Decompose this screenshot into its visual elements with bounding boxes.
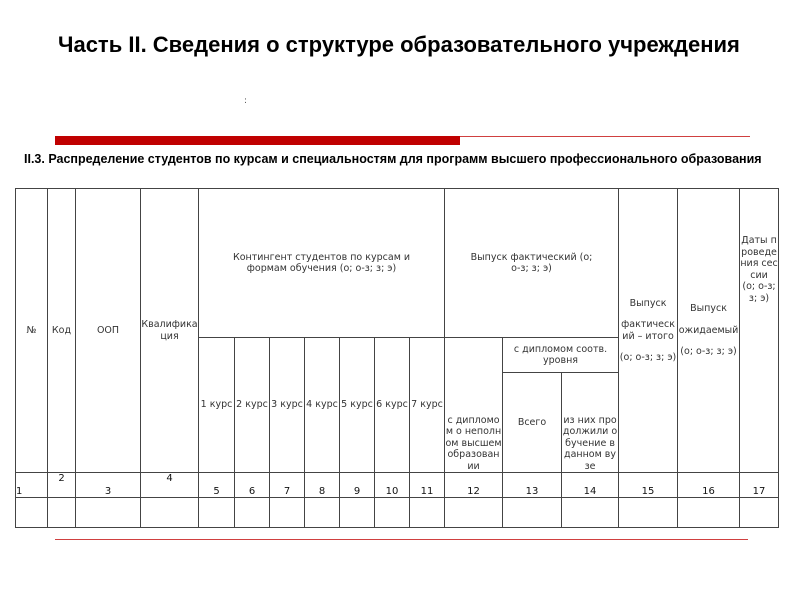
column-number: 3 xyxy=(76,473,141,498)
colon-mark: : xyxy=(244,96,248,106)
header-corresponding-level: с дипломом соотв. уровня xyxy=(503,338,619,373)
column-number: 7 xyxy=(270,473,305,498)
column-number: 15 xyxy=(619,473,678,498)
column-number: 1 xyxy=(16,473,48,498)
header-oop: ООП xyxy=(76,189,141,473)
header-course-5: 5 курс xyxy=(340,338,375,473)
header-contingent: Контингент студентов по курсам и формам обучения (о; о-з; з; э) xyxy=(199,189,445,338)
column-number: 6 xyxy=(235,473,270,498)
students-distribution-table xyxy=(15,188,779,528)
empty-cell xyxy=(445,498,503,528)
column-number: 8 xyxy=(305,473,340,498)
red-divider-line xyxy=(460,136,750,137)
header-graduation-expected-line1: Выпуск xyxy=(690,303,727,315)
empty-cell xyxy=(375,498,410,528)
header-course-7: 7 курс xyxy=(410,338,445,473)
red-accent-bar xyxy=(55,136,460,145)
header-session-dates-line1: Даты проведения сессии xyxy=(740,235,778,281)
header-graduation-total-line1: Выпуск xyxy=(629,297,667,309)
header-graduation-total-line3: (о; о-з; з; э) xyxy=(619,352,677,363)
header-graduation-expected-line2: ожидаемый xyxy=(678,324,739,336)
empty-data-row xyxy=(16,498,779,528)
header-graduation-actual: Выпуск фактический (о; о-з; з; э) xyxy=(445,189,619,338)
header-session-dates-line2: (о; о-з; з; э) xyxy=(742,281,776,304)
header-course-3: 3 курс xyxy=(270,338,305,473)
empty-cell xyxy=(270,498,305,528)
header-session-dates xyxy=(740,189,779,473)
column-number: 17 xyxy=(740,473,779,498)
header-total: Всего xyxy=(503,373,562,473)
empty-cell xyxy=(503,498,562,528)
empty-cell xyxy=(305,498,340,528)
header-qualification: Квалификация xyxy=(141,189,199,473)
empty-cell xyxy=(141,498,199,528)
header-row-1 xyxy=(16,189,779,338)
empty-cell xyxy=(76,498,141,528)
empty-cell xyxy=(199,498,235,528)
column-number: 14 xyxy=(562,473,619,498)
empty-cell xyxy=(678,498,740,528)
column-number: 5 xyxy=(199,473,235,498)
slide-title: Часть II. Сведения о структуре образовательного учреждения xyxy=(58,32,740,57)
empty-cell xyxy=(235,498,270,528)
header-continued-study: из них продолжили обучение в данном вузе xyxy=(562,373,619,473)
empty-cell xyxy=(562,498,619,528)
column-number: 12 xyxy=(445,473,503,498)
column-numbers-row xyxy=(16,473,779,498)
header-graduation-expected-line3: (о; о-з; з; э) xyxy=(680,346,737,358)
header-course-6: 6 курс xyxy=(375,338,410,473)
section-subtitle: II.3. Распределение студентов по курсам и специальностям для программ высшего профессионального образования xyxy=(24,152,762,166)
column-number: 16 xyxy=(678,473,740,498)
column-number: 10 xyxy=(375,473,410,498)
empty-cell xyxy=(410,498,445,528)
column-number: 9 xyxy=(340,473,375,498)
header-graduation-total-line2: фактический – итого xyxy=(621,319,675,342)
header-incomplete-higher: с дипломом о неполном высшем образовании xyxy=(445,338,503,473)
column-number: 2 xyxy=(48,473,76,498)
column-number: 4 xyxy=(141,473,199,498)
empty-cell xyxy=(48,498,76,528)
column-number: 13 xyxy=(503,473,562,498)
empty-cell xyxy=(619,498,678,528)
header-code: Код xyxy=(48,189,76,473)
header-course-4: 4 курс xyxy=(305,338,340,473)
header-graduation-expected xyxy=(678,189,740,473)
empty-cell xyxy=(740,498,779,528)
header-course-1: 1 курс xyxy=(199,338,235,473)
header-number: № xyxy=(16,189,48,473)
empty-cell xyxy=(340,498,375,528)
header-graduation-total xyxy=(619,189,678,473)
bottom-red-line xyxy=(55,539,748,540)
empty-cell xyxy=(16,498,48,528)
column-number: 11 xyxy=(410,473,445,498)
header-course-2: 2 курс xyxy=(235,338,270,473)
